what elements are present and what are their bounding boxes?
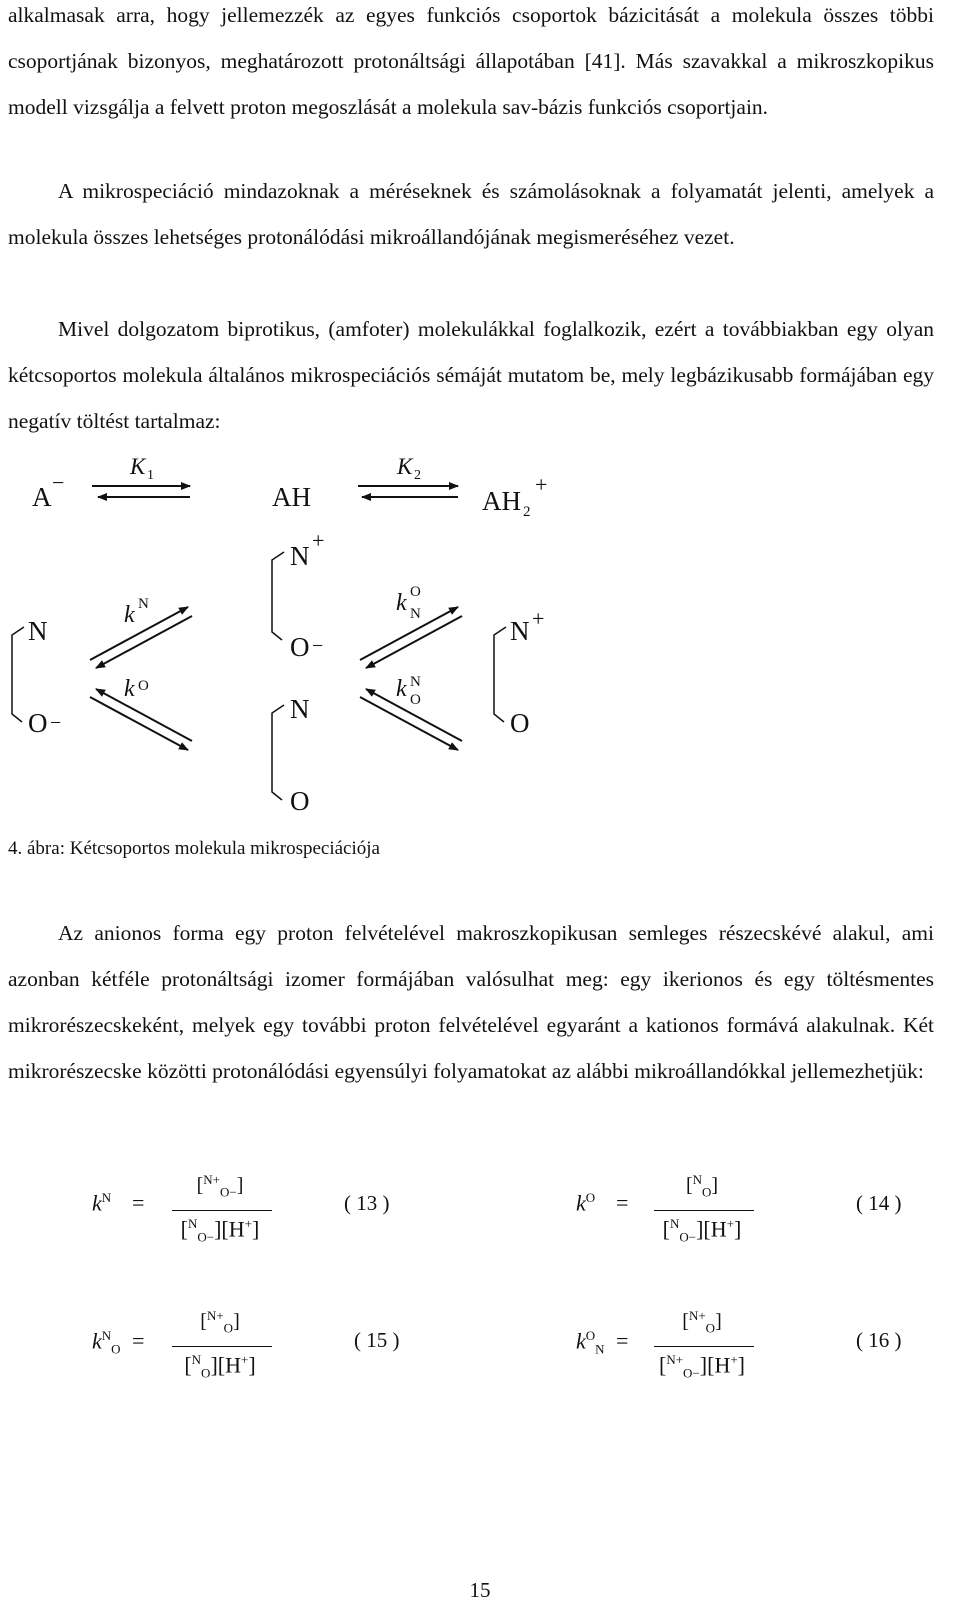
eq15-equals: = bbox=[132, 1328, 145, 1353]
paragraph-3: Mivel dolgozatom biprotikus, (amfoter) molekulákkal foglalkozik, ezért a továbbiakban egy olyan kétcsoportos molekula általános mikrospeciációs sémáját mutatom be, mely legbázikusabb formájában egy negatív töltést tartalmaz: bbox=[8, 317, 934, 433]
eq14-den-top: N bbox=[669, 1216, 680, 1231]
eq13-number: ( 13 ) bbox=[344, 1191, 390, 1215]
kNO-superscript: N bbox=[410, 674, 421, 690]
eq16-num-top: N+ bbox=[688, 1308, 706, 1323]
species-AH: AH bbox=[272, 482, 311, 512]
right-bracket bbox=[494, 627, 506, 722]
eq14-k-sup: O bbox=[585, 1190, 596, 1205]
eq15-num-top: N+ bbox=[206, 1308, 224, 1323]
eq13-den-top: N bbox=[187, 1216, 198, 1231]
right-N: N bbox=[510, 616, 530, 646]
species-A: A bbox=[32, 482, 52, 512]
equilibrium-arrow-K1 bbox=[92, 486, 190, 497]
middle-top-N-plus: + bbox=[312, 528, 325, 553]
right-O: O bbox=[510, 708, 530, 738]
eq14-den-bot: O− bbox=[679, 1229, 697, 1245]
eq16-equals: = bbox=[616, 1328, 629, 1353]
kNO-label: k bbox=[396, 676, 407, 702]
eq15-k: k bbox=[92, 1328, 102, 1354]
eq14-num-top: N bbox=[692, 1172, 702, 1187]
eq14-H: H bbox=[710, 1216, 727, 1242]
eq13-H-plus: + bbox=[244, 1216, 252, 1231]
eq14-k: k bbox=[576, 1190, 586, 1216]
AH2-subscript: 2 bbox=[523, 504, 531, 520]
charge-plus-AH2: + bbox=[535, 472, 548, 497]
arrow-kO bbox=[90, 689, 192, 750]
eq15-number: ( 15 ) bbox=[354, 1328, 400, 1352]
eq15-num-bot: O bbox=[223, 1320, 234, 1336]
K1-label: K bbox=[130, 454, 146, 479]
kON-superscript: O bbox=[410, 584, 421, 600]
middle-top-O: O bbox=[290, 632, 310, 662]
kO-label: k bbox=[124, 676, 135, 702]
K1-subscript: 1 bbox=[147, 468, 154, 483]
right-N-plus: + bbox=[532, 606, 545, 631]
kON-label: k bbox=[396, 590, 407, 616]
middle-bottom-N: N bbox=[290, 694, 310, 724]
eq15-H-plus: + bbox=[240, 1352, 249, 1367]
eq16-H: H bbox=[714, 1352, 731, 1378]
eq16-H-plus: + bbox=[730, 1352, 738, 1367]
eq13-den-bot: O− bbox=[197, 1229, 215, 1245]
left-N: N bbox=[28, 616, 48, 646]
eq15-k-sup: N bbox=[101, 1328, 112, 1343]
eq13-k-sup: N bbox=[101, 1190, 112, 1205]
left-bracket bbox=[12, 627, 24, 722]
middle-bottom-O: O bbox=[290, 786, 310, 816]
middle-top-N: N bbox=[290, 541, 310, 571]
eq15-H: H bbox=[225, 1352, 241, 1378]
eq14-equals: = bbox=[616, 1190, 629, 1215]
eq16-k: k bbox=[576, 1328, 586, 1354]
charge-minus-A: − bbox=[52, 470, 65, 495]
eq15-den-bot: O bbox=[201, 1365, 211, 1381]
eq14-H-plus: + bbox=[726, 1216, 734, 1231]
equilibrium-arrow-K2 bbox=[358, 486, 458, 497]
eq16-number: ( 16 ) bbox=[856, 1328, 902, 1352]
eq13-H: H bbox=[228, 1216, 245, 1242]
figure-caption: 4. ábra: Kétcsoportos molekula mikrospeciációja bbox=[8, 838, 380, 859]
microspeciation-scheme bbox=[0, 450, 960, 850]
eq13-k: k bbox=[92, 1190, 102, 1216]
kN-superscript: N bbox=[138, 596, 149, 612]
middle-top-O-minus: − bbox=[312, 635, 324, 657]
species-AH2: AH bbox=[482, 486, 521, 516]
kN-label: k bbox=[124, 602, 135, 628]
eq13-num-top: N+ bbox=[203, 1172, 220, 1187]
K2-label: K bbox=[397, 454, 413, 479]
middle-top-bracket bbox=[272, 552, 284, 640]
eq15-den-top: N bbox=[191, 1352, 202, 1367]
eq14-number: ( 14 ) bbox=[856, 1191, 902, 1215]
kON-subscript: N bbox=[410, 606, 421, 622]
eq16-k-sub: N bbox=[595, 1341, 605, 1357]
paragraph-4: Az anionos forma egy proton felvételével makroszkopikusan semleges részecskévé alakul, ami azonban kétféle protonáltsági izomer formájában valósulhat meg: egy ikerionos és egy töltésmentes mikrorészecskeként, melyek egy további proton felvételével egyaránt a kationos formává alakulnak. Két mikrorészecske közötti protonálódási egyensúlyi folyamatokat az alábbi mikroállandókkal jellemezhetjük: bbox=[8, 921, 934, 1083]
paragraph-2: A mikrospeciáció mindazoknak a méréseknek és számolásoknak a folyamatát jelenti, amelyek a molekula összes lehetséges protonálódási mikroállandójának megismeréséhez vezet. bbox=[8, 179, 934, 249]
eq13-equals: = bbox=[132, 1190, 145, 1215]
left-O: O bbox=[28, 708, 48, 738]
page-number: 15 bbox=[469, 1578, 491, 1602]
middle-bottom-bracket bbox=[272, 705, 284, 800]
eq16-num-bot: O bbox=[705, 1320, 716, 1336]
left-O-minus: − bbox=[50, 712, 62, 734]
paragraph-1: alkalmasak arra, hogy jellemezzék az egyes funkciós csoportok bázicitását a molekula összes többi csoportjának bizonyos, meghatározott protonáltsági állapotában [41]. Más szavakkal a mikroszkopikus modell vizsgálja a felvett proton megoszlását a molekula sav-bázis funkciós csoportjain. bbox=[8, 3, 934, 119]
eq16-k-sup: O bbox=[585, 1328, 596, 1343]
K2-subscript: 2 bbox=[414, 468, 421, 483]
eq15-k-sub: O bbox=[111, 1341, 121, 1357]
kO-superscript: O bbox=[138, 678, 149, 694]
arrow-kN bbox=[90, 607, 192, 668]
kNO-subscript: O bbox=[410, 692, 421, 708]
eq16-den-top: N+ bbox=[666, 1352, 684, 1367]
eq14-num-bot: O bbox=[702, 1184, 712, 1200]
eq13-num-bot: O− bbox=[220, 1184, 237, 1200]
eq16-den-bot: O− bbox=[683, 1365, 700, 1381]
